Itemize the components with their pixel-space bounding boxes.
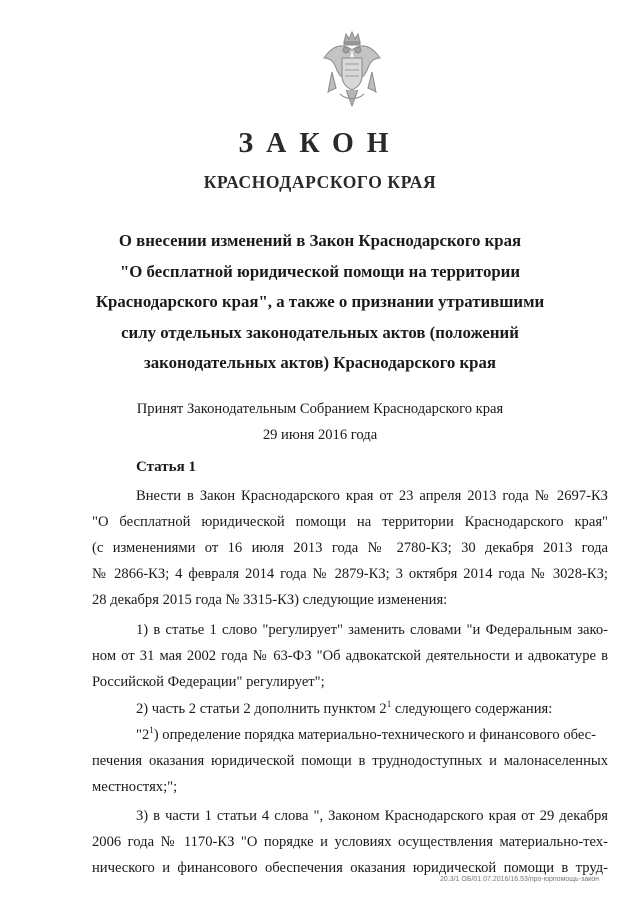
paragraph-line: (с изменениями от 16 июля 2013 года № 2780-КЗ; 30 декабря 2013 года	[92, 540, 608, 556]
paragraph-line: 28 декабря 2015 года № 3315-КЗ) следующие изменения:	[92, 592, 448, 608]
footer-code: 20.3/1 ОБ/01.07.2016/16.53/про-юрпомощь-закон	[440, 876, 600, 883]
line-text: ) определение порядка материально-технического и финансового обес-	[153, 727, 597, 743]
superscript: 1	[386, 699, 392, 709]
paragraph-line: 2006 года № 1170-КЗ "О порядке и условиях осуществления материально-тех-	[92, 834, 608, 850]
paragraph-line: печения оказания юридической помощи в труднодоступных и малонаселенных	[92, 753, 608, 769]
heading-line: "О бесплатной юридической помощи на территории	[119, 261, 521, 281]
heading-line: Краснодарского края", а также о признании утратившими	[95, 292, 545, 311]
superscript: 1	[149, 725, 154, 735]
adoption-date: 29 июня 2016 года	[262, 427, 378, 443]
heading-line: законодательных актов) Краснодарского края	[144, 353, 496, 372]
line-text: следующего содержания:	[391, 701, 553, 717]
paragraph-line	[136, 727, 608, 744]
paragraph-line: Российской Федерации" регулирует";	[92, 674, 325, 690]
region-title: КРАСНОДАРСКОГО КРАЯ	[203, 172, 437, 192]
line-text: "2	[136, 727, 150, 743]
law-heading	[0, 226, 640, 379]
coat-of-arms-icon	[318, 28, 386, 112]
paragraph-line: "О бесплатной юридической помощи на территории Краснодарского края"	[92, 514, 608, 530]
law-title: ЗАКОН	[238, 128, 402, 159]
paragraph-line	[136, 701, 552, 718]
paragraph-line: № 2866-КЗ; 4 февраля 2014 года № 2879-КЗ; 3 октября 2014 года № 3028-КЗ;	[92, 566, 608, 582]
paragraph-line: ном от 31 мая 2002 года № 63-ФЗ "Об адвокатской деятельности и адвокатуре в	[92, 648, 608, 664]
heading-line: О внесении изменений в Закон Краснодарского края	[118, 231, 522, 250]
adoption-note	[0, 396, 640, 448]
paragraph-line: 1) в статье 1 слово "регулирует" заменить словами "и Федеральным зако-	[136, 622, 608, 638]
paragraph-line: местностях;";	[92, 779, 178, 795]
paragraph-line: Внести в Закон Краснодарского края от 23 апреля 2013 года № 2697-КЗ	[136, 488, 608, 504]
paragraph-line: нического и финансового обеспечения оказания юридической помощи в труд-	[92, 860, 608, 876]
line-text: 2) часть 2 статьи 2 дополнить пунктом 2	[136, 701, 387, 717]
paragraph-line: 3) в части 1 статьи 4 слова ", Законом Краснодарского края от 29 декабря	[136, 808, 608, 824]
adoption-body: Принят Законодательным Собранием Краснодарского края	[136, 401, 504, 417]
heading-line: силу отдельных законодательных актов (положений	[121, 322, 519, 342]
article-title: Статья 1	[136, 459, 196, 475]
